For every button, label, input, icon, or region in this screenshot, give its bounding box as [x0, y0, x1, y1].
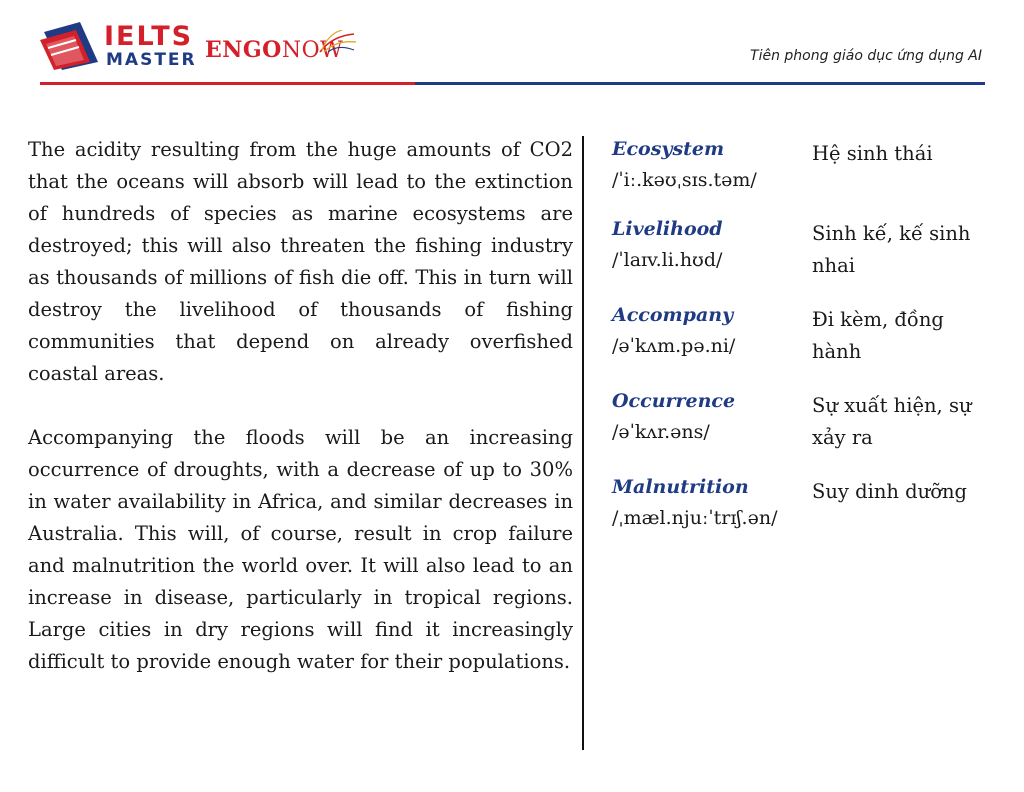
sunburst-logo-icon [318, 30, 358, 54]
brand-master: MASTER [106, 50, 197, 70]
passage-paragraph-2: Accompanying the floods will be an increasing occurrence of droughts, with a decrease of up to 30% in water availability in Africa, and similar decreases in Australia. This will, of course, result in crop failure and malnutrition the world over. It will also lead to an increase in disease, particularly in tropical regions. Large cities in dry regions will find it increasingly difficult to provide enough water for their populations. [28, 426, 573, 673]
vocab-meaning: Hệ sinh thái [812, 142, 933, 165]
vocab-entry-malnutrition [612, 472, 1002, 534]
vocab-word: Ecosystem [612, 138, 725, 160]
header-rule-red [40, 82, 415, 85]
brand-now: NOW [281, 38, 344, 63]
reading-passage [28, 134, 573, 678]
vocab-entry-accompany [612, 300, 1002, 368]
vocabulary-list [612, 134, 1002, 552]
column-divider [582, 136, 584, 750]
page-header [0, 0, 1024, 90]
ielts-master-logo-icon [40, 22, 102, 70]
vocab-meaning: Suy dinh dưỡng [812, 480, 967, 503]
vocab-ipa: /əˈkʌr.əns/ [612, 421, 710, 443]
vocab-word: Occurrence [612, 390, 736, 412]
vocab-meaning: Sự xuất hiện, sự xảy ra [812, 394, 972, 449]
vocab-meaning: Đi kèm, đồng hành [812, 308, 944, 363]
vocab-ipa: /ˌmæl.njuːˈtrɪʃ.ən/ [612, 507, 778, 529]
vocab-word: Livelihood [612, 218, 723, 240]
passage-paragraph-1: The acidity resulting from the huge amounts of CO2 that the oceans will absorb will lead to the extinction of hundreds of species as marine ecosystems are destroyed; this will also threaten the fishing industry as thousands of millions of fish die off. This in turn will destroy the livelihood of thousands of fishing communities that depend on already overfished coastal areas. [28, 138, 573, 385]
tagline: Tiên phong giáo dục ứng dụng AI [750, 48, 982, 64]
brand-ielts: IELTS [104, 21, 194, 52]
vocab-word: Malnutrition [612, 476, 749, 498]
vocab-ipa: /əˈkʌm.pə.ni/ [612, 335, 736, 357]
vocab-ipa: /ˈiː.kəʊˌsɪs.təm/ [612, 169, 757, 191]
vocab-meaning: Sinh kế, kế sinh nhai [812, 222, 971, 277]
header-rule-blue [415, 82, 985, 85]
vocab-entry-occurrence [612, 386, 1002, 454]
vocab-entry-livelihood [612, 214, 1002, 282]
vocab-ipa: /ˈlaɪv.li.hʊd/ [612, 249, 723, 271]
brand-engo: ENGO [205, 37, 282, 63]
vocab-entry-ecosystem [612, 134, 1002, 196]
vocab-word: Accompany [612, 304, 734, 326]
